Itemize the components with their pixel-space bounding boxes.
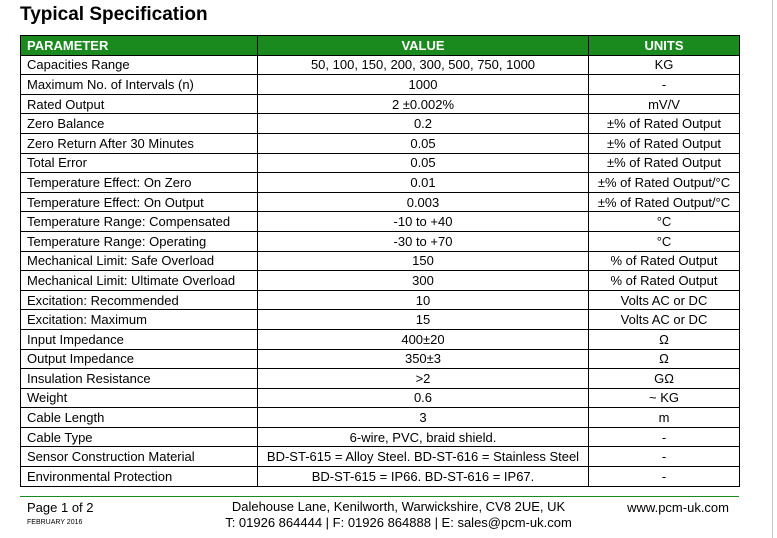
value-cell: 2 ±0.002% — [258, 94, 589, 114]
table-row — [21, 329, 740, 349]
param-cell: Capacities Range — [21, 55, 258, 75]
table-row — [21, 467, 740, 487]
param-cell: Weight — [21, 388, 258, 408]
param-cell: Excitation: Recommended — [21, 290, 258, 310]
param-cell: Sensor Construction Material — [21, 447, 258, 467]
table-row — [21, 369, 740, 389]
value-cell: BD-ST-615 = IP66. BD-ST-616 = IP67. — [258, 467, 589, 487]
table-row — [21, 55, 740, 75]
company-address: Dalehouse Lane, Kenilworth, Warwickshire, CV8 2UE, UK — [231, 499, 566, 514]
value-cell: 350±3 — [258, 349, 589, 369]
units-cell: Volts AC or DC — [589, 310, 740, 330]
table-header-row — [21, 36, 740, 56]
units-cell: Ω — [589, 349, 740, 369]
table-row — [21, 447, 740, 467]
units-cell: KG — [589, 55, 740, 75]
table-row — [21, 408, 740, 428]
param-cell: Rated Output — [21, 94, 258, 114]
table-row — [21, 173, 740, 193]
param-cell: Output Impedance — [21, 349, 258, 369]
table-row — [21, 153, 740, 173]
units-cell: % of Rated Output — [589, 271, 740, 291]
value-cell: 15 — [258, 310, 589, 330]
units-cell: ±% of Rated Output/°C — [589, 192, 740, 212]
value-cell: 400±20 — [258, 329, 589, 349]
value-cell: 0.05 — [258, 133, 589, 153]
document-date: FEBRUARY 2016 — [27, 519, 83, 526]
param-cell: Maximum No. of Intervals (n) — [21, 75, 258, 95]
units-cell: - — [589, 427, 740, 447]
table-row — [21, 114, 740, 134]
table-row — [21, 388, 740, 408]
value-cell: 50, 100, 150, 200, 300, 500, 750, 1000 — [258, 55, 589, 75]
table-row — [21, 231, 740, 251]
header-units: UNITS — [589, 36, 740, 56]
units-cell: °C — [589, 212, 740, 232]
units-cell: Ω — [589, 329, 740, 349]
units-cell: ±% of Rated Output — [589, 153, 740, 173]
table-row — [21, 212, 740, 232]
header-value: VALUE — [258, 36, 589, 56]
table-row — [21, 427, 740, 447]
header-parameter: PARAMETER — [21, 36, 258, 56]
units-cell: m — [589, 408, 740, 428]
value-cell: 150 — [258, 251, 589, 271]
value-cell: >2 — [258, 369, 589, 389]
value-cell: -30 to +70 — [258, 231, 589, 251]
value-cell: 10 — [258, 290, 589, 310]
value-cell: 0.01 — [258, 173, 589, 193]
param-cell: Zero Return After 30 Minutes — [21, 133, 258, 153]
units-cell: - — [589, 447, 740, 467]
param-cell: Cable Length — [21, 408, 258, 428]
param-cell: Total Error — [21, 153, 258, 173]
table-row — [21, 192, 740, 212]
param-cell: Excitation: Maximum — [21, 310, 258, 330]
value-cell: 3 — [258, 408, 589, 428]
value-cell: 0.2 — [258, 114, 589, 134]
page-edge-divider — [772, 0, 773, 538]
value-cell: 0.003 — [258, 192, 589, 212]
units-cell: mV/V — [589, 94, 740, 114]
value-cell: 6-wire, PVC, braid shield. — [258, 427, 589, 447]
table-row — [21, 349, 740, 369]
page-number: Page 1 of 2 — [27, 500, 94, 515]
units-cell: ±% of Rated Output — [589, 114, 740, 134]
param-cell: Temperature Range: Compensated — [21, 212, 258, 232]
units-cell: % of Rated Output — [589, 251, 740, 271]
units-cell: °C — [589, 231, 740, 251]
param-cell: Temperature Effect: On Zero — [21, 173, 258, 193]
table-row — [21, 310, 740, 330]
value-cell: 300 — [258, 271, 589, 291]
value-cell: BD-ST-615 = Alloy Steel. BD-ST-616 = Stainless Steel — [258, 447, 589, 467]
param-cell: Mechanical Limit: Ultimate Overload — [21, 271, 258, 291]
table-row — [21, 94, 740, 114]
units-cell: - — [589, 467, 740, 487]
units-cell: GΩ — [589, 369, 740, 389]
units-cell: ±% of Rated Output/°C — [589, 173, 740, 193]
value-cell: 1000 — [258, 75, 589, 95]
table-row — [21, 251, 740, 271]
param-cell: Insulation Resistance — [21, 369, 258, 389]
param-cell: Zero Balance — [21, 114, 258, 134]
param-cell: Temperature Range: Operating — [21, 231, 258, 251]
table-row — [21, 271, 740, 291]
units-cell: ±% of Rated Output — [589, 133, 740, 153]
param-cell: Mechanical Limit: Safe Overload — [21, 251, 258, 271]
param-cell: Input Impedance — [21, 329, 258, 349]
value-cell: -10 to +40 — [258, 212, 589, 232]
value-cell: 0.05 — [258, 153, 589, 173]
units-cell: - — [589, 75, 740, 95]
value-cell: 0.6 — [258, 388, 589, 408]
param-cell: Cable Type — [21, 427, 258, 447]
param-cell: Environmental Protection — [21, 467, 258, 487]
company-contact: T: 01926 864444 | F: 01926 864888 | E: sales@pcm-uk.com — [225, 515, 572, 530]
param-cell: Temperature Effect: On Output — [21, 192, 258, 212]
specification-table — [20, 35, 740, 487]
units-cell: Volts AC or DC — [589, 290, 740, 310]
footer-divider — [20, 496, 739, 497]
table-row — [21, 290, 740, 310]
units-cell: ~ KG — [589, 388, 740, 408]
page-title: Typical Specification — [20, 4, 208, 25]
table-body — [21, 55, 740, 486]
table-row — [21, 133, 740, 153]
company-website-link[interactable]: www.pcm-uk.com — [627, 500, 729, 515]
table-row — [21, 75, 740, 95]
